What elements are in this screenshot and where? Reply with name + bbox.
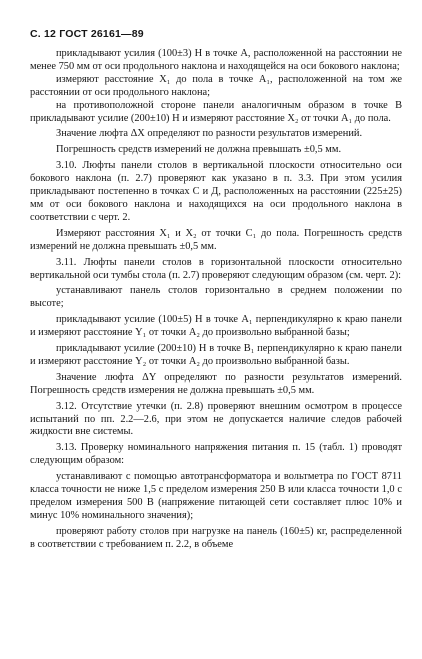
- section-3-11: 3.11. Люфты панели столов в горизонтальной плоскости относительно вертикальной оси тумбы стола (п. 2.7) проверяют следующим образом (см. черт. 2):: [30, 256, 402, 281]
- section-3-10: 3.10. Люфты панели столов в вертикальной плоскости относительно оси бокового наклона (п. 2.7) проверяют как указано в п. 3.3. При этом усилия прикладывают постепенно в точках С и Д, расположенных на расстоянии (225±25) мм от оси бокового наклона и находящихся на оси продольного наклона в соответствии с черт. 2.: [30, 160, 402, 223]
- paragraph: измеряют расстояние X₁ до пола в точке A₁, расположенной на том же расстоянии от оси продольного наклона;: [30, 73, 402, 98]
- page-header: С. 12 ГОСТ 26161—89: [30, 28, 144, 40]
- paragraph: Измеряют расстояния X₁ и X₂ от точки C₁ до пола. Погрешность средств измерений не должна превышать ±0,5 мм.: [30, 227, 402, 252]
- paragraph: прикладывают усилие (200±10) Н в точке B₁ перпендикулярно к краю панели и измеряют расстояние Y₂ от точки A₂ до произвольно выбранной базы.: [30, 343, 402, 367]
- paragraph: на противоположной стороне панели аналогичным образом в точке В прикладывают усилие (200±10) Н и измеряют расстояние X₂ от точки A₁ до пола.: [30, 99, 402, 124]
- paragraph: Значение люфта ΔX определяют по разности результатов измерений.: [56, 128, 363, 140]
- document-body: [30, 48, 402, 552]
- paragraph: Значение люфта ΔY определяют по разности результатов измерений. Погрешность средств измерения не должна превышать ±0,5 мм.: [30, 371, 402, 396]
- section-3-12: 3.12. Отсутствие утечки (п. 2.8) проверяют внешним осмотром в процессе испытаний по пп. 2.2—2.6, при этом не допускается наличие следов рабочей жидкости вне системы.: [30, 400, 402, 438]
- paragraph: проверяют работу столов при нагрузке на панель (160±5) кг, распределенной в соответствии с требованием п. 2.2, в объеме: [30, 525, 402, 550]
- paragraph: Погрешность средств измерений не должна превышать ±0,5 мм.: [56, 144, 342, 156]
- paragraph: устанавливают с помощью автотрансформатора и вольтметра по ГОСТ 8711 класса точности не ниже 1,5 с пределом измерения 250 В или класса точности 1,0 с пределом измерения 500 В (напряжение питающей сети составляет плюс 10% и минус 10% номинального значения);: [30, 471, 402, 521]
- paragraph: устанавливают панель столов горизонтально в среднем положении по высоте;: [30, 285, 402, 310]
- document-page: [30, 26, 402, 552]
- section-3-13: 3.13. Проверку номинального напряжения питания п. 15 (табл. 1) проводят следующим образом:: [30, 442, 402, 467]
- paragraph: прикладывают усилия (100±3) Н в точке А, расположенной на расстоянии не менее 750 мм от оси продольного наклона и находящейся на оси бокового наклона;: [30, 48, 402, 72]
- paragraph: прикладывают усилие (100±5) Н в точке A₁ перпендикулярно к краю панели и измеряют расстояние Y₁ от точки A₂ до произвольно выбранной базы;: [30, 314, 402, 339]
